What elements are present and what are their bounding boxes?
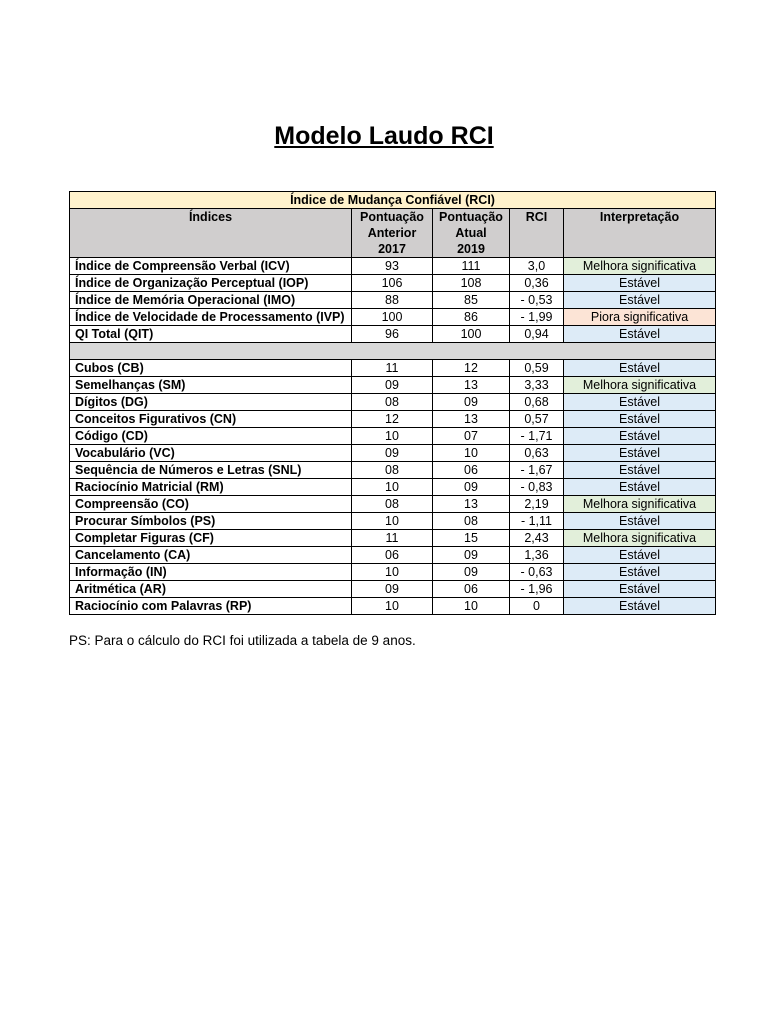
table-row [70,564,716,581]
row-interpretacao: Melhora significativa [564,377,716,394]
row-rci: - 1,71 [510,428,564,445]
header-atual-line: Pontuação [439,210,503,224]
row-atual: 12 [433,360,510,377]
row-anterior: 88 [352,292,433,309]
row-atual: 85 [433,292,510,309]
row-name: Índice de Memória Operacional (IMO) [70,292,352,309]
header-indices: Índices [70,209,352,258]
table-row [70,462,716,479]
row-name: QI Total (QIT) [70,326,352,343]
row-atual: 08 [433,513,510,530]
row-anterior: 93 [352,258,433,275]
row-name: Completar Figuras (CF) [70,530,352,547]
row-rci: - 1,99 [510,309,564,326]
row-name: Vocabulário (VC) [70,445,352,462]
row-anterior: 08 [352,496,433,513]
row-rci: 0,94 [510,326,564,343]
table-header-row [70,209,716,258]
row-atual: 09 [433,394,510,411]
row-anterior: 10 [352,513,433,530]
table-row [70,445,716,462]
row-interpretacao: Estável [564,598,716,615]
row-name: Raciocínio Matricial (RM) [70,479,352,496]
row-interpretacao: Piora significativa [564,309,716,326]
row-rci: 2,19 [510,496,564,513]
row-interpretacao: Estável [564,445,716,462]
table-row [70,326,716,343]
page-title: Modelo Laudo RCI [274,122,494,150]
row-interpretacao: Estável [564,581,716,598]
header-anterior-line: Anterior [367,226,417,240]
row-rci: 0,68 [510,394,564,411]
row-rci: 0,59 [510,360,564,377]
row-atual: 13 [433,411,510,428]
row-name: Conceitos Figurativos (CN) [70,411,352,428]
footnote: PS: Para o cálculo do RCI foi utilizada a tabela de 9 anos. [69,633,416,648]
row-rci: - 1,11 [510,513,564,530]
table-row [70,292,716,309]
row-interpretacao: Estável [564,292,716,309]
row-anterior: 10 [352,428,433,445]
table-row [70,581,716,598]
table-row [70,479,716,496]
header-interpretacao: Interpretação [564,209,716,258]
row-name: Índice de Organização Perceptual (IOP) [70,275,352,292]
separator-body [70,343,716,360]
row-name: Procurar Símbolos (PS) [70,513,352,530]
separator-row [70,343,716,360]
table-row [70,411,716,428]
row-name: Informação (IN) [70,564,352,581]
row-name: Dígitos (DG) [70,394,352,411]
row-anterior: 09 [352,445,433,462]
row-rci: - 0,53 [510,292,564,309]
row-name: Raciocínio com Palavras (RP) [70,598,352,615]
row-anterior: 106 [352,275,433,292]
table-row [70,598,716,615]
table-caption: Índice de Mudança Confiável (RCI) [70,192,716,209]
row-interpretacao: Estável [564,360,716,377]
row-atual: 100 [433,326,510,343]
header-atual-line: 2019 [457,242,485,256]
row-interpretacao: Melhora significativa [564,258,716,275]
row-anterior: 10 [352,479,433,496]
header-anterior [352,209,433,258]
row-anterior: 08 [352,462,433,479]
table-row [70,394,716,411]
row-interpretacao: Estável [564,564,716,581]
row-name: Código (CD) [70,428,352,445]
row-rci: - 0,83 [510,479,564,496]
row-rci: 0,63 [510,445,564,462]
row-rci: 0 [510,598,564,615]
row-anterior: 06 [352,547,433,564]
row-name: Compreensão (CO) [70,496,352,513]
header-atual-line: Atual [455,226,487,240]
row-atual: 07 [433,428,510,445]
row-atual: 09 [433,547,510,564]
row-interpretacao: Estável [564,513,716,530]
row-interpretacao: Estável [564,428,716,445]
row-interpretacao: Estável [564,275,716,292]
row-name: Aritmética (AR) [70,581,352,598]
header-atual [433,209,510,258]
table-row [70,428,716,445]
row-anterior: 96 [352,326,433,343]
row-rci: - 1,96 [510,581,564,598]
row-name: Semelhanças (SM) [70,377,352,394]
row-atual: 13 [433,496,510,513]
row-rci: - 0,63 [510,564,564,581]
row-anterior: 10 [352,564,433,581]
row-rci: 3,33 [510,377,564,394]
row-atual: 09 [433,479,510,496]
row-name: Índice de Compreensão Verbal (ICV) [70,258,352,275]
row-rci: 0,57 [510,411,564,428]
row-name: Índice de Velocidade de Processamento (IVP) [70,309,352,326]
table-row [70,530,716,547]
row-interpretacao: Melhora significativa [564,530,716,547]
row-anterior: 08 [352,394,433,411]
table-row [70,547,716,564]
row-rci: 1,36 [510,547,564,564]
row-anterior: 12 [352,411,433,428]
row-rci: 0,36 [510,275,564,292]
table-row [70,360,716,377]
row-anterior: 09 [352,581,433,598]
row-interpretacao: Estável [564,479,716,496]
table-row [70,377,716,394]
row-atual: 06 [433,462,510,479]
row-atual: 09 [433,564,510,581]
rci-table [69,191,716,615]
row-name: Sequência de Números e Letras (SNL) [70,462,352,479]
row-interpretacao: Estável [564,547,716,564]
table-row [70,513,716,530]
row-atual: 13 [433,377,510,394]
row-atual: 86 [433,309,510,326]
subtest-rows [70,360,716,615]
row-interpretacao: Estável [564,326,716,343]
row-atual: 10 [433,445,510,462]
row-rci: 3,0 [510,258,564,275]
row-interpretacao: Estável [564,394,716,411]
row-interpretacao: Estável [564,462,716,479]
header-rci: RCI [510,209,564,258]
header-anterior-line: Pontuação [360,210,424,224]
row-anterior: 11 [352,530,433,547]
row-interpretacao: Melhora significativa [564,496,716,513]
row-atual: 15 [433,530,510,547]
row-atual: 108 [433,275,510,292]
row-anterior: 11 [352,360,433,377]
row-rci: 2,43 [510,530,564,547]
table-row [70,258,716,275]
row-atual: 111 [433,258,510,275]
header-anterior-line: 2017 [378,242,406,256]
row-anterior: 09 [352,377,433,394]
row-name: Cubos (CB) [70,360,352,377]
row-anterior: 10 [352,598,433,615]
row-anterior: 100 [352,309,433,326]
row-rci: - 1,67 [510,462,564,479]
row-interpretacao: Estável [564,411,716,428]
table-row [70,309,716,326]
index-rows [70,258,716,343]
table-row [70,496,716,513]
row-name: Cancelamento (CA) [70,547,352,564]
row-atual: 06 [433,581,510,598]
row-atual: 10 [433,598,510,615]
separator-cell [70,343,716,360]
table-row [70,275,716,292]
